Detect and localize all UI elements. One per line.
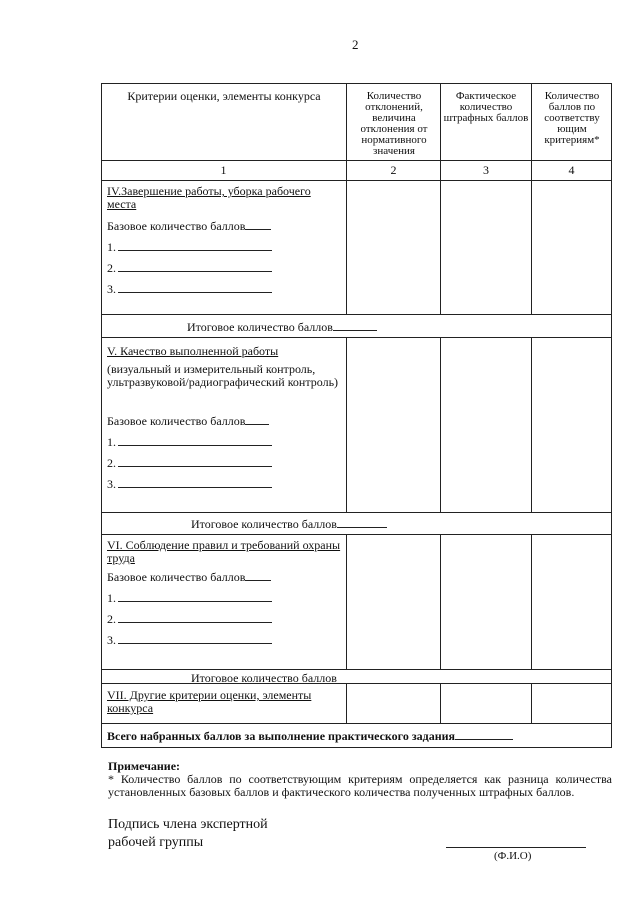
section-v-item-3: 3. [107, 477, 116, 491]
signature-label-line2: рабочей группы [108, 835, 204, 850]
note-text: * Количество баллов по соответствующим критериям определяется как разница количества установленных базовых баллов и фактического количества полученных штрафных баллов. [108, 772, 612, 799]
note-heading: Примечание: [108, 759, 181, 773]
header-criteria: Критерии оценки, элементы конкурса [127, 89, 321, 103]
column-number-3: 3 [483, 163, 489, 177]
section-iv-base-points: Базовое количество баллов [107, 219, 271, 233]
page-number: 2 [352, 37, 359, 52]
section-v-title: V. Качество выполненной работы [107, 344, 279, 358]
section-iv-item-3: 3. [107, 282, 116, 296]
section-vii-title: VII. Другие критерии оценки, элементы конкурса [107, 688, 312, 715]
signature-label-line1: Подпись члена экспертной [108, 817, 268, 832]
section-v-item-1: 1. [107, 435, 116, 449]
section-v-item-2: 2. [107, 456, 116, 470]
column-number-1: 1 [220, 163, 227, 177]
section-iv-total: Итоговое количество баллов [187, 320, 377, 334]
section-iv-item-1: 1. [107, 240, 116, 254]
signature-fio: (Ф.И.О) [494, 850, 532, 862]
section-vi-item-2: 2. [107, 612, 116, 626]
grand-total: Всего набранных баллов за выполнение практического задания [107, 729, 513, 743]
section-vi-title: VI. Соблюдение правил и требований охраны труда [107, 538, 341, 565]
section-vi-total: Итоговое количество баллов [191, 671, 337, 685]
column-number-2: 2 [390, 163, 397, 177]
evaluation-table [101, 83, 612, 748]
section-v-description: (визуальный и измерительный контроль, ультразвуковой/радиографический контроль) [107, 362, 339, 389]
section-vi-base-points: Базовое количество баллов [107, 570, 271, 584]
section-vi-item-1: 1. [107, 591, 116, 605]
section-iv-item-2: 2. [107, 261, 116, 275]
signature-line [446, 847, 586, 848]
header-penalty-points: Фактическое количество штрафных баллов [443, 90, 529, 124]
header-deviations: Количество отклонений, величина отклонения от нормативного значения [360, 90, 428, 157]
column-number-4: 4 [568, 163, 575, 177]
section-vi-item-3: 3. [107, 633, 116, 647]
section-v-base-points: Базовое количество баллов [107, 414, 269, 428]
section-v-total: Итоговое количество баллов [191, 517, 387, 531]
header-criteria-points: Количество баллов по соответству ющим критериям* [544, 90, 600, 146]
section-iv-title: IV.Завершение работы, уборка рабочего места [107, 184, 311, 211]
